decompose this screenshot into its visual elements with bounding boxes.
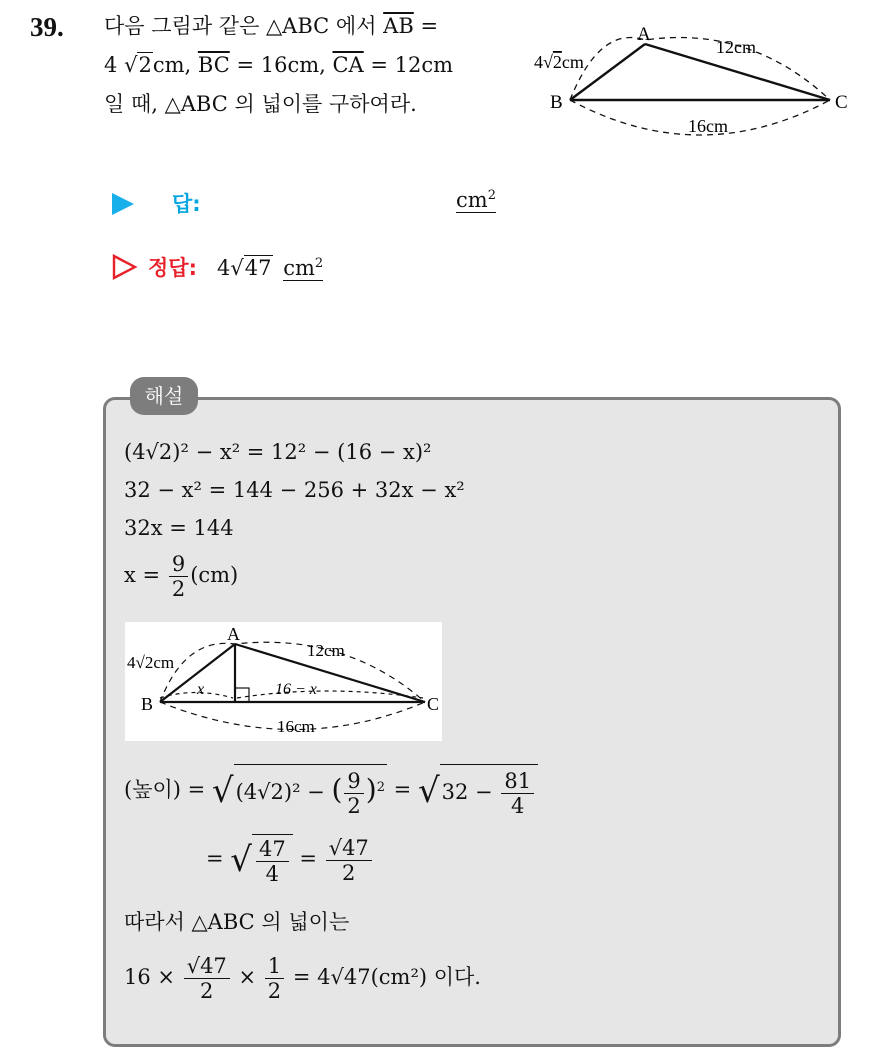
correct-root: 47	[244, 256, 272, 280]
ab-coef: 4	[104, 53, 118, 77]
bc-length-label: 16cm	[688, 116, 728, 136]
ab-unit: cm,	[152, 53, 192, 77]
ac-length-label: 12cm	[716, 37, 756, 57]
question-text: 다음 그림과 같은 △ABC 에서	[104, 14, 377, 38]
fig2-vertex-a: A	[227, 624, 240, 644]
bc-value: = 16cm,	[236, 53, 326, 77]
vertex-a: A	[637, 24, 651, 45]
height-diagram	[125, 622, 442, 741]
height-line-2: = √ $\frac{47}{4}$ = $\frac{√47}{2}$	[206, 834, 374, 886]
equals-sign: =	[420, 14, 439, 38]
ca-value: = 12cm	[370, 53, 454, 77]
answer-unit: $cm^2$	[456, 188, 496, 212]
right-angle-mark	[235, 688, 249, 702]
fig2-x-label: x	[197, 681, 205, 698]
vertex-c: C	[835, 92, 848, 113]
ab-length-label: 4√2cm	[534, 52, 584, 72]
solution-tag: 해설	[130, 377, 198, 415]
question-number: 39.	[30, 12, 64, 42]
segment-ab: $\overline{AB}$	[383, 14, 414, 38]
correct-label: 정답:	[148, 256, 197, 280]
vertex-b: B	[550, 92, 563, 113]
segment-bc: $\overline{BC}$	[197, 53, 230, 77]
ab-root: 2	[138, 53, 152, 77]
triangle-figure	[520, 20, 860, 150]
question-line-3: 일 때, △ABC 의 넓이를 구하여라.	[104, 92, 417, 116]
correct-answer: 정답: 4√47 $cm^2$	[148, 256, 324, 280]
correct-triangle-icon	[112, 254, 138, 280]
fig2-vertex-c: C	[427, 694, 440, 714]
segment-ca: $\overline{CA}$	[332, 53, 364, 77]
solution-line-1: (4√2)² − x² = 12² − (16 − x)²	[124, 440, 432, 464]
solution-line-2: 32 − x² = 144 − 256 + 32x − x²	[124, 478, 465, 502]
question-line-2: 4 √2cm, $\overline{BC} = 16cm$, $\overline{CA} = 12cm$	[104, 53, 454, 77]
answer-label: 답:	[172, 192, 201, 216]
question-line-1	[104, 12, 438, 40]
solution-figure	[125, 622, 442, 741]
final-line: 16 × $\frac{√47}{2}$ × $\frac{1}{2}$ = 4√47(cm²) 이다.	[124, 954, 481, 1003]
fig2-bc-label: 16cm	[277, 717, 315, 736]
solution-line-3: 32x = 144	[124, 516, 234, 540]
height-line-1: (높이) = √(4√2)² − ( $\frac{9}{2}$ )$^2$ = √32 − $\frac{81}{4}$	[124, 764, 538, 818]
answer-triangle-icon	[112, 193, 134, 215]
therefore-line: 따라서 △ABC 의 넓이는	[124, 910, 350, 934]
fraction-9-2: $\frac{9}{2}$	[169, 552, 188, 601]
fig2-rest-label: 16 − x	[275, 681, 317, 698]
fig2-ab-label: 4√2cm	[127, 653, 175, 672]
solution-line-4: x = $\frac{9}{2}$ (cm)	[124, 552, 239, 601]
fig2-ac-label: 12cm	[307, 641, 345, 660]
correct-unit: $cm^2$	[283, 256, 324, 280]
fig2-vertex-b: B	[141, 694, 154, 714]
